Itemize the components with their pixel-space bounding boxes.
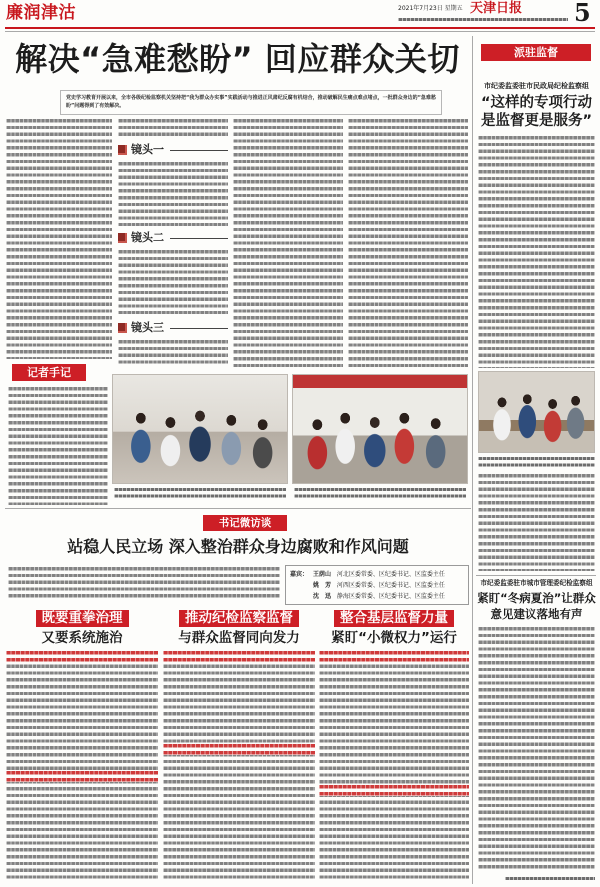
shot-heading-1 <box>118 142 230 158</box>
lead-body-col3 <box>233 119 343 367</box>
dispatch-headline-2-line2: 意见建议落地有声 <box>490 607 583 621</box>
shot-rule <box>170 238 228 239</box>
guest-title: 河北区委常委、区纪委书记、区监委主任 <box>336 571 445 578</box>
lead-intro: 党史学习教育开展以来，全市各级纪检监察机关坚持把“我为群众办实事”实践活动与推进正风肃纪反腐有机结合，推动破解民生痛点难点堵点，一批群众身边的“急难愁盼”问题得到了有效解决。 <box>66 95 436 109</box>
guest-label: 嘉宾： <box>290 571 309 578</box>
dispatch-headline-1-line2: 是监督更是服务” <box>480 113 593 129</box>
shot-marker-icon <box>118 145 127 155</box>
dispatch-unit-1: 市纪委监委驻市民政局纪检监察组 <box>484 82 589 90</box>
shot-rule <box>170 150 228 151</box>
shot-label: 镜头三 <box>131 321 164 334</box>
shot-label: 镜头一 <box>131 143 164 156</box>
lead-body-col2-d <box>118 340 228 367</box>
reporter-notes-label: 记者手记 <box>12 364 86 381</box>
lead-body-col1 <box>6 119 112 359</box>
photo-eldercare-inspection <box>112 374 288 484</box>
dispatch-label: 派驻监督 <box>481 44 591 61</box>
lead-body-col4 <box>348 119 468 367</box>
guest-row <box>313 593 445 601</box>
interview-headline: 站稳人民立场 深入整治群众身边腐败和作风问题 <box>67 537 409 556</box>
dispatch-body-2 <box>478 627 595 872</box>
dispatch-body-1a <box>478 136 595 368</box>
interview-question <box>163 744 315 755</box>
issue-date: 2021年7月23日 星期五 <box>398 5 463 12</box>
interview-question <box>319 651 469 662</box>
photo-caption-right <box>294 488 466 499</box>
guest-row <box>313 582 445 590</box>
dispatch-photo-caption <box>478 457 595 468</box>
interview-body-col3 <box>319 651 469 881</box>
interview-question <box>6 771 158 782</box>
editor-credit-line <box>398 18 568 22</box>
interview-label: 书记微访谈 <box>203 515 287 531</box>
interview-body-col1 <box>6 651 158 881</box>
shot-heading-3 <box>118 320 230 336</box>
photo-dispatch-visit <box>478 371 595 453</box>
masthead-rule <box>5 27 595 29</box>
lead-intro-box <box>60 90 442 115</box>
dispatch-headline-2-line1: 紧盯“冬病夏治”让群众 <box>477 591 596 605</box>
interview-question <box>163 651 315 662</box>
section-heading-line1: 推动纪检监察监督 <box>179 610 299 627</box>
shot-heading-2 <box>118 230 230 246</box>
guest-name: 姚 芳 <box>313 582 332 589</box>
reporter-notes-body <box>8 387 108 505</box>
section-heading-line2: 紧盯“小微权力”运行 <box>331 630 457 646</box>
section-heading-line2: 与群众监督同向发力 <box>178 630 300 646</box>
interview-question <box>319 785 469 796</box>
section-divider <box>5 508 471 509</box>
lead-headline: 解决“急难愁盼” 回应群众关切 <box>15 40 460 78</box>
interview-question <box>6 651 158 662</box>
interview-section-heading-3 <box>319 607 469 647</box>
dispatch-headline-1-line1: “这样的专项行动 <box>480 95 593 111</box>
guest-name: 王荫山 <box>313 571 332 578</box>
dispatch-unit-2: 市纪委监委驻市城市管理委纪检监察组 <box>480 579 593 587</box>
interview-section-heading-2 <box>163 607 315 647</box>
photo-caption-left <box>114 488 286 499</box>
interview-body-col2 <box>163 651 315 881</box>
guest-box <box>285 565 469 605</box>
section-heading-line2: 又要系统施治 <box>41 630 123 646</box>
interview-section-heading-1 <box>6 607 158 647</box>
lead-body-col2-b <box>118 162 228 226</box>
guest-title: 河西区委常委、区纪委书记、区监委主任 <box>336 582 445 589</box>
photo-community-meeting <box>292 374 468 484</box>
masthead-thin-rule <box>5 31 595 32</box>
dispatch-body-1b <box>478 474 595 571</box>
dispatch-divider <box>476 575 596 576</box>
section-heading-line1: 整合基层监督力量 <box>334 610 454 627</box>
section-heading-line1: 既要重拳治理 <box>36 610 129 627</box>
shot-marker-icon <box>118 323 127 333</box>
guest-row <box>313 571 445 579</box>
guest-name: 沈 迅 <box>313 593 332 600</box>
newspaper-logo: 天津日报 <box>470 1 523 16</box>
shot-marker-icon <box>118 233 127 243</box>
lead-body-col2-a <box>118 119 228 139</box>
interview-intro <box>8 567 280 601</box>
section-title: 廉润津沽 <box>6 3 76 23</box>
page-number: 5 <box>574 0 591 27</box>
shot-label: 镜头二 <box>131 231 164 244</box>
dispatch-byline <box>505 877 595 881</box>
guest-title: 静海区委常委、区纪委书记、区监委主任 <box>336 593 445 600</box>
shot-rule <box>170 328 228 329</box>
column-divider <box>472 36 473 884</box>
lead-body-col2-c <box>118 250 228 314</box>
